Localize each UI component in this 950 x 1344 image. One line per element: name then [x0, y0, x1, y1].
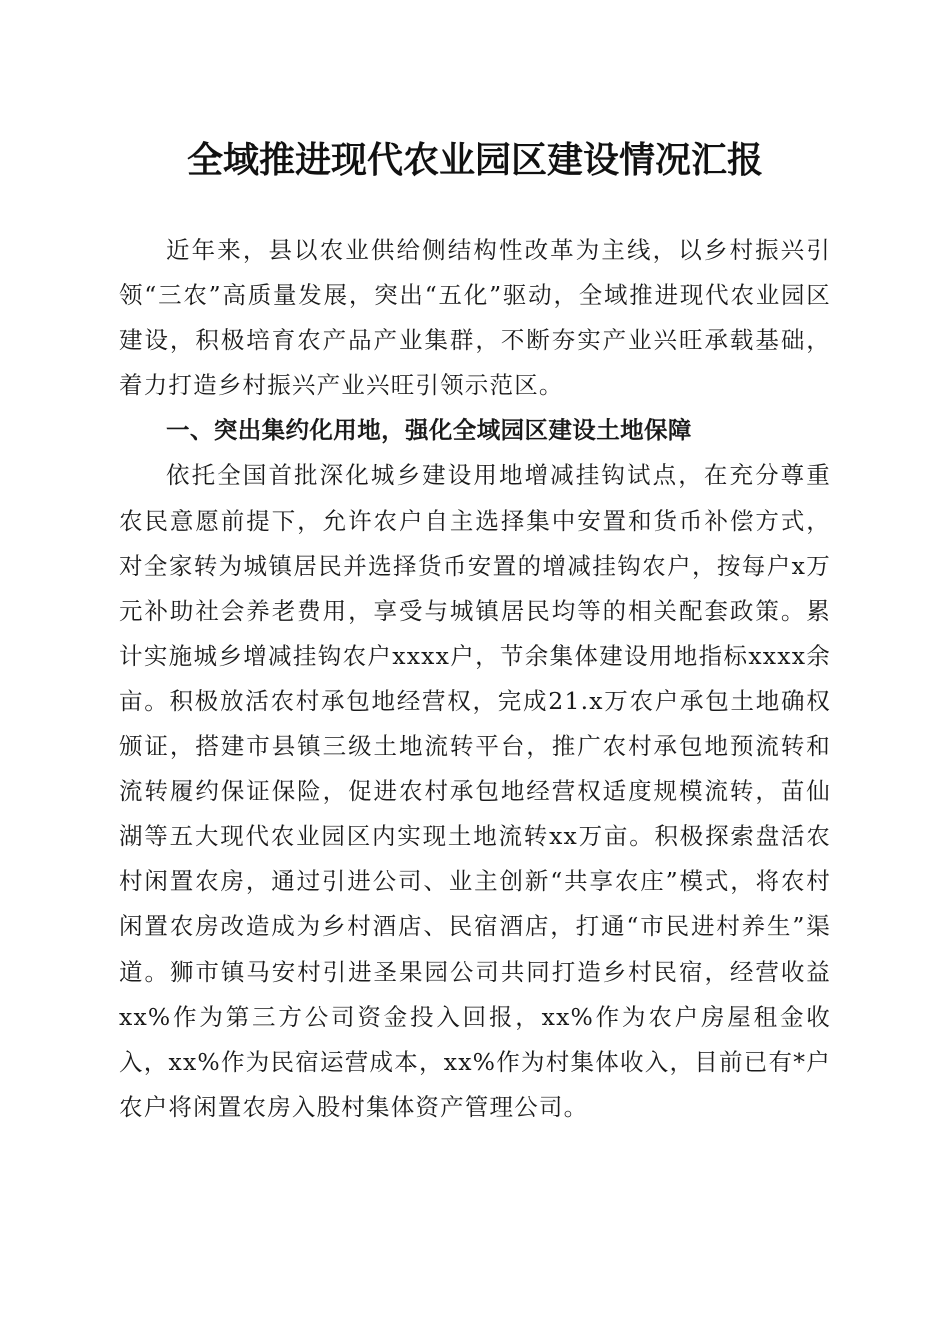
intro-paragraph: 近年来，县以农业供给侧结构性改革为主线，以乡村振兴引领“三农”高质量发展，突出“五化”驱动，全域推进现代农业园区建设，积极培育农产品产业集群，不断夯实产业兴旺承载基础，着力打造乡村振兴产业兴旺引领示范区。: [119, 236, 831, 400]
document-body: [119, 228, 831, 1130]
section-heading: 一、突出集约化用地，强化全域园区建设土地保障: [166, 416, 692, 445]
document-title: 全域推进现代农业园区建设情况汇报: [186, 139, 763, 181]
section-paragraph: 依托全国首批深化城乡建设用地增减挂钩试点，在充分尊重农民意愿前提下，允许农户自主选择集中安置和货币补偿方式，对全家转为城镇居民并选择货币安置的增减挂钩农户，按每户x万元补助社会养老费用，享受与城镇居民均等的相关配套政策。累计实施城乡增减挂钩农户xxxx户，节余集体建设用地指标xxxx余亩。积极放活农村承包地经营权，完成21.x万农户承包土地确权颁证，搭建市县镇三级土地流转平台，推广农村承包地预流转和流转履约保证保险，促进农村承包地经营权适度规模流转，苗仙湖等五大现代农业园区内实现土地流转xx万亩。积极探索盘活农村闲置农房，通过引进公司、业主创新“共享农庄”模式，将农村闲置农房改造成为乡村酒店、民宿酒店，打通“市民进村养生”渠道。狮市镇马安村引进圣果园公司共同打造乡村民宿，经营收益xx%作为第三方公司资金投入回报，xx%作为农户房屋租金收入，xx%作为民宿运营成本，xx%作为村集体收入，目前已有*户农户将闲置农房入股村集体资产管理公司。: [119, 461, 831, 1121]
